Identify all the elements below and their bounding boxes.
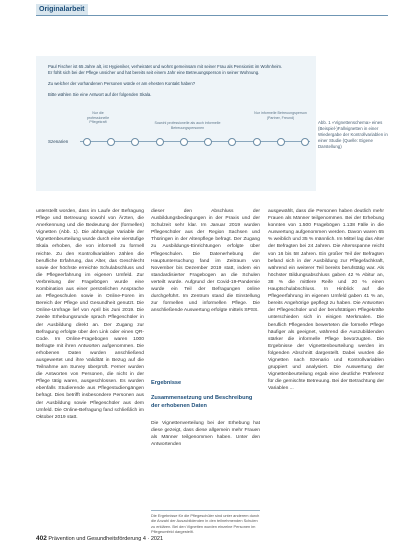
journal-name: Prävention und Gesundheitsförderung 4 · 2021: [48, 536, 164, 542]
column-right-text: ausgewählt, dass die Personen haben deutlich mehr Frauen als Männer teilgenommen. Bei der Erhebung konnten von 1.500 Fragebögen 1.138 Fälle in die Auswertung aufgenommen werden. Davon waren 65 % weiblich und 35 % männlich. Im Mittel lag das Alter der Befragten bei 24 Jahren. Die Altersspanne reicht von 16 bis 58 Jahren. Ein großer Teil der Befragten befand sich in der Ausbildung zur Pflegefachkraft, während ein weiterer Teil bereits berufstätig war. Als höchster Bildungsabschluss gaben 42 % Abitur an, 38 % die mittlere Reife und 20 % einen Hauptschulabschluss. In Hinblick auf die Pflegeerfahrung im eigenen Umfeld gaben 41 % an, bereits Angehörige gepflegt zu haben. Die Antworten der Pflegeschüler und der berufstätigen Pflegekräfte unterschieden sich in einigen Merkmalen. Die beruflich Pflegenden bewerteten die formelle Pflege häufiger als geeignet, während die Auszubildenden stärker die informelle Pflege bevorzugten. Die Ergebnisse der Vignettenbeurteilung werden im folgenden Abschnitt dargestellt. Dabei wurden die Vignetten nach Szenario und Kontrollvariablen gruppiert und analysiert. Die Auswertung der Vignettenbeurteilung ergab eine deutliche Präferenz für die gemischte Betreuung. Bei der Betrachtung der Variablen ...: [268, 209, 384, 392]
subsection-heading: Zusammensetzung und Beschreibung der erhobenen Daten: [151, 395, 253, 409]
column-right: [268, 208, 384, 524]
figure-instruction: Bitte wählen Sie eine Antwort auf der folgenden Skala.: [48, 92, 152, 97]
page-number: 402: [36, 535, 47, 542]
figure-intro-1: Paul Fischer ist 65 Jahre alt, ist Hygieniker, verheiratet und wohnt gemeinsam mit seiner Frau als Pensionist im Wohnheim.: [48, 64, 283, 69]
scale-option-8[interactable]: [253, 138, 261, 146]
figure-caption: Abb. 1 «Vignettenschema» eines (Beispiel-)Fallvignetten in einer Wiedergabe der Kontrollvariablen in einer Studie (Quelle: Eigene Darstellung): [318, 120, 388, 149]
scale-label-2: Sowohl professionelle als auch informelle Betreuungspersonen: [154, 121, 221, 130]
page-footer: [36, 535, 163, 542]
scale-label-1: Nur die professionelle Pflegekraft: [86, 111, 110, 125]
column-left-text: unterstellt worden, dass im Laufe der Befragung Pflege und Betreuung sowohl von Ärzten, die Anerkennung und die Bedeutung der (formellen) Vignetten (Abb. 1). Die abhängige Variable der Vignettenbeurteilung wurde durch eine vierstufige Skala erhoben, die von informell zu formell reichte. Zu den Kontrollvariablen zählen die berufliche Erfahrung, das Alter, das Geschlecht sowie der höchste erreichte Schulabschluss und die Pflegeerfahrung im eigenen Umfeld. Zur Verbreitung der Fragebögen wurde eine Kombination aus einer persönlichen Ansprache an Pflegeschulen sowie in Online-Foren im Bereich der Pflege und Gesundheit genutzt. Die Online-Umfrage lief von April bis Juni 2019. Die zweite Erhebungsrunde sprach Pflegeschüler in der Ausbildung direkt an. Der Zugang zur Befragung erfolgte über den Link oder einen QR-Code. Im Online-Fragebogen waren 1000 Befragte mit ihren Antworten aufgenommen. Die erhobenen Daten wurden anschließend ausgewertet und ihre Validität in Bezug auf die Teilnahme am Survey überprüft. Ferner wurden die Antworten von Personen, die nicht in der Pflege tätig waren, ausgeschlossen. Es wurden ebenfalls Studierende aus Pflegestudiengängen befragt. Dies betrifft insbesondere Personen aus der Ausbildung sowie Pflegeschüler aus dem Umfeld. Die Online-Befragung fand schließlich im Oktober 2019 statt.: [36, 209, 144, 420]
figure-intro-2: Er fühlt sich bei der Pflege unsicher und hat bereits seit einem Jahr eine Betreuungsperson in seiner Wohnung.: [48, 70, 260, 75]
results-heading: Ergebnisse: [151, 380, 182, 386]
scale-row-label: Szenarien: [48, 139, 69, 144]
header-rule: [36, 15, 388, 16]
column-left: [36, 208, 144, 518]
column-middle: [151, 208, 260, 376]
scale-option-5[interactable]: [180, 138, 188, 146]
column-middle-text: dieser den Abschluss der Ausbildungsbedingungen in der Praxis und der Schulzeit sehr klar. Im Januar 2019 wurden Pflegeschüler aus der Region Sachsen und Thüringen in der Altenpflege befragt. Der Zugang zu Ausbildungs-Einrichtungen erfolgte über Pflegeschulen. Die Datenerhebung der Hauptuntersuchung fand im Zeitraum von November bis Dezember 2019 statt, indem ein standardisierter Fragebogen an die Schulen verteilt wurde. Aufgrund der Covid-19-Pandemie wurde ein Teil der Befragungen online durchgeführt. Im Zentrum stand die Einstellung zur formellen und informellen Pflege. Die anschließende Auswertung erfolgte mittels SPSS.: [151, 209, 260, 314]
scale-option-4[interactable]: [156, 138, 164, 146]
footnote-rule: [151, 510, 260, 511]
column-middle-2: [151, 420, 260, 506]
scale-option-10[interactable]: [301, 138, 309, 146]
section-tag: Originalarbeit: [36, 4, 88, 15]
scale-label-3: Nur informelle Betreuungsperson (Partner, Freund): [254, 111, 307, 120]
figure-question: Zu welcher der vorhandenen Personen würde er am ehesten Kontakt haben?: [48, 81, 196, 86]
scale-option-1[interactable]: [83, 138, 91, 146]
column-middle-2-text: Die Vignettenverteilung bei der Erhebung hat diese gezeigt, dass diese allgemein mehr Frauen als Männer teilgenommen haben. Unter den Antwortenden: [151, 421, 260, 448]
scale-option-9[interactable]: [277, 138, 285, 146]
footnote: Die Ergebnisse für die Pflegeschüler sind unter anderem durch die Anzahl der Auszubildenden in den teilnehmenden Schulen zu erklären. Bei den Vignetten wurden einzelne Personen im Pflegeumfeld dargestellt.: [151, 513, 260, 534]
